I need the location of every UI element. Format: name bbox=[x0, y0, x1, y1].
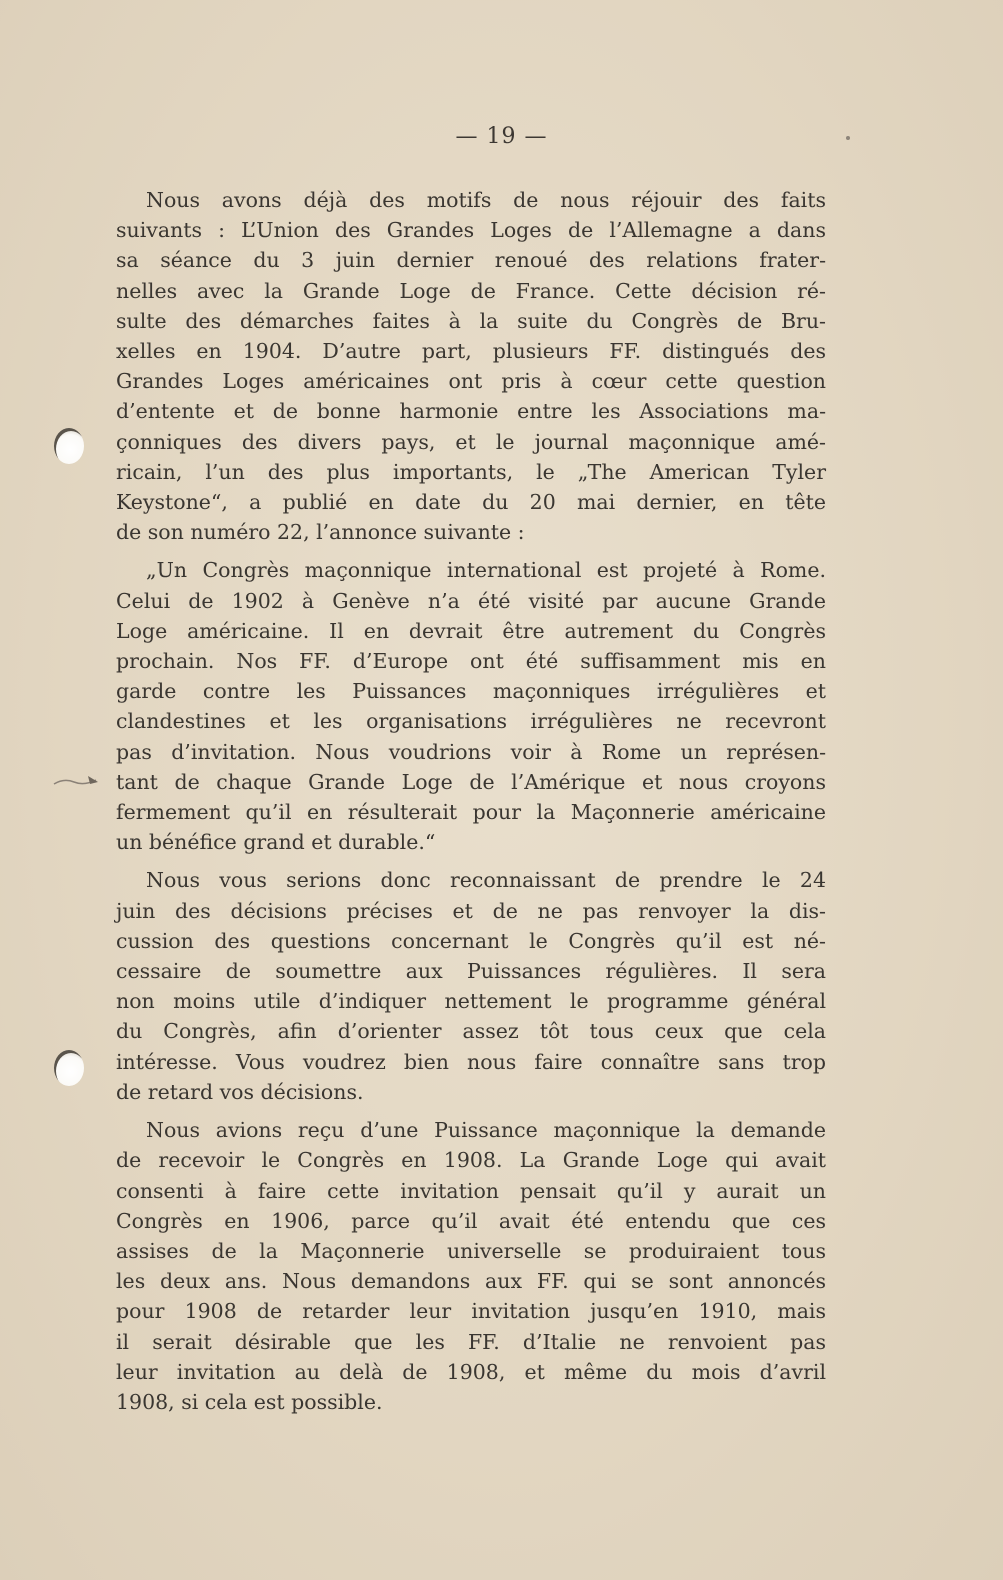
text-line: 1908, si cela est possible. bbox=[116, 1389, 383, 1414]
text-line: non moins utile d’indiquer nettement le programme général bbox=[116, 989, 826, 1014]
text-line: xelles en 1904. D’autre part, plusieurs FF. distingués des bbox=[116, 339, 826, 364]
text-line: leur invitation au delà de 1908, et même du mois d’avril bbox=[116, 1359, 826, 1384]
text-line: cessaire de soumettre aux Puissances régulières. Il sera bbox=[116, 959, 826, 984]
text-line: ricain, l’un des plus importants, le „The American Tyler bbox=[116, 459, 826, 484]
text-line: d’entente et de bonne harmonie entre les Associations ma- bbox=[116, 399, 826, 424]
text-line: juin des décisions précises et de ne pas renvoyer la dis- bbox=[116, 898, 826, 923]
text-line: cussion des questions concernant le Congrès qu’il est né- bbox=[116, 928, 826, 953]
text-line: il serait désirable que les FF. d’Italie ne renvoient pas bbox=[116, 1329, 826, 1354]
text-line: consenti à faire cette invitation pensait qu’il y aurait un bbox=[116, 1178, 826, 1203]
text-line: de retard vos décisions. bbox=[116, 1079, 364, 1104]
text-line: sa séance du 3 juin dernier renoué des relations frater- bbox=[116, 248, 826, 273]
text-line: sulte des démarches faites à la suite du Congrès de Bru- bbox=[116, 308, 826, 333]
text-line: prochain. Nos FF. d’Europe ont été suffisamment mis en bbox=[116, 649, 826, 674]
text-line: un bénéfice grand et durable.“ bbox=[116, 830, 436, 855]
text-line: pas d’invitation. Nous voudrions voir à Rome un représen- bbox=[116, 739, 826, 764]
text-line: de recevoir le Congrès en 1908. La Grande Loge qui avait bbox=[116, 1148, 826, 1173]
text-line: suivants : L’Union des Grandes Loges de l’Allemagne a dans bbox=[116, 218, 826, 243]
text-line: du Congrès, afin d’orienter assez tôt tous ceux que cela bbox=[116, 1019, 826, 1044]
text-line: assises de la Maçonnerie universelle se produiraient tous bbox=[116, 1238, 826, 1263]
text-line: les deux ans. Nous demandons aux FF. qui se sont annoncés bbox=[116, 1269, 826, 1294]
text-line: Loge américaine. Il en devrait être autrement du Congrès bbox=[116, 618, 826, 643]
text-line: de son numéro 22, l’annonce suivante : bbox=[116, 520, 525, 545]
punch-hole bbox=[54, 1050, 84, 1086]
page-number: — 19 — bbox=[455, 124, 548, 149]
text-line: clandestines et les organisations irrégulières ne recevront bbox=[116, 709, 826, 734]
text-line: „Un Congrès maçonnique international est projeté à Rome. bbox=[146, 558, 826, 583]
text-line: çonniques des divers pays, et le journal maçonnique amé- bbox=[116, 429, 826, 454]
text-line: Grandes Loges américaines ont pris à cœur cette question bbox=[116, 369, 826, 394]
text-line: Congrès en 1906, parce qu’il avait été entendu que ces bbox=[116, 1208, 826, 1233]
punch-hole bbox=[54, 428, 84, 464]
paragraph-1 bbox=[116, 185, 826, 547]
text-line: garde contre les Puissances maçonniques irrégulières et bbox=[116, 679, 826, 704]
text-line: Nous avions reçu d’une Puissance maçonnique la demande bbox=[146, 1118, 826, 1143]
text-line: Nous avons déjà des motifs de nous réjouir des faits bbox=[146, 188, 826, 212]
paragraph-3 bbox=[116, 865, 826, 1107]
text-line: intéresse. Vous voudrez bien nous faire connaître sans trop bbox=[116, 1049, 826, 1074]
text-line: Keystone“, a publié en date du 20 mai dernier, en tête bbox=[116, 490, 826, 515]
margin-mark bbox=[52, 772, 102, 788]
text-line: tant de chaque Grande Loge de l’Amérique et nous croyons bbox=[116, 769, 826, 794]
body-text bbox=[116, 185, 826, 1425]
text-line: Celui de 1902 à Genève n’a été visité par aucune Grande bbox=[116, 588, 826, 613]
paragraph-2 bbox=[116, 555, 826, 857]
text-line: fermement qu’il en résulterait pour la Maçonnerie américaine bbox=[116, 800, 826, 825]
text-line: Nous vous serions donc reconnaissant de prendre le 24 bbox=[146, 868, 826, 893]
text-line: pour 1908 de retarder leur invitation jusqu’en 1910, mais bbox=[116, 1299, 826, 1324]
text-line: nelles avec la Grande Loge de France. Cette décision ré- bbox=[116, 278, 826, 303]
paragraph-4 bbox=[116, 1115, 826, 1417]
